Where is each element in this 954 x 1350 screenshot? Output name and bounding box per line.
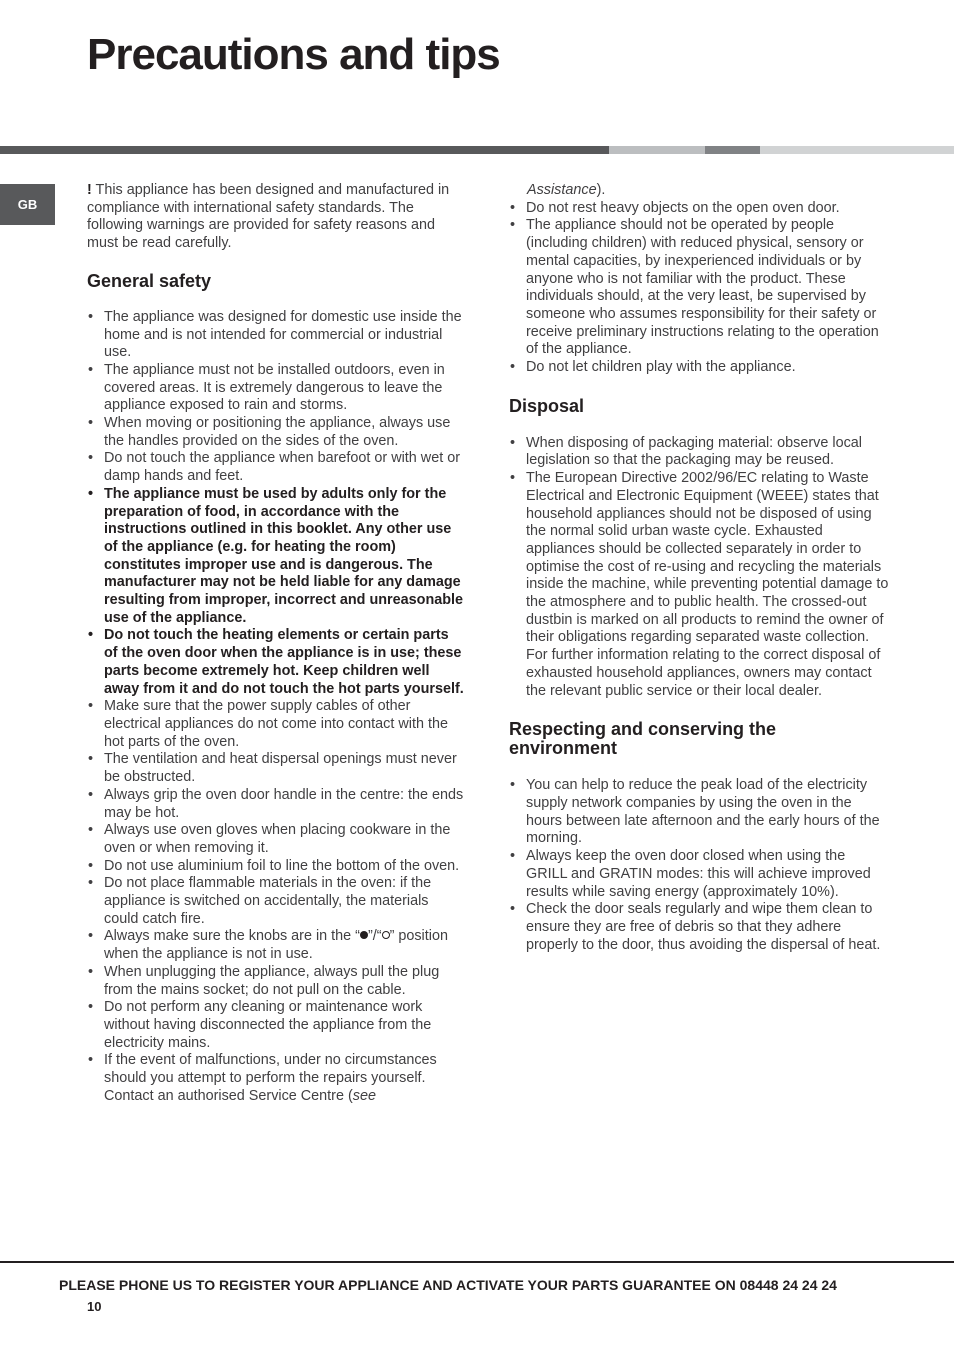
list-item: • Always grip the oven door handle in the centre: the ends may be hot. xyxy=(87,787,465,822)
list-item: • When unplugging the appliance, always pull the plug from the mains socket; do not pull on the cable. xyxy=(87,964,465,999)
knob-off-filled-icon xyxy=(360,931,368,939)
list-item: • The appliance should not be operated by people (including children) with reduced physical, sensory or mental capacities, by inexperienced individuals or by anyone who is not familiar with the product. These individuals should, at the very least, be supervised by someone who assumes responsibility for their safety or receive preliminary instructions relating to the operation of the appliance. xyxy=(509,217,889,359)
left-column xyxy=(87,182,465,1105)
footer-rule xyxy=(0,1261,954,1263)
header-band-light xyxy=(609,146,705,154)
list-item-bold: • The appliance must be used by adults only for the preparation of food, in accordance with the instructions outlined in this booklet. Any other use of the appliance (e.g. for heating the room) constitutes improper use and is dangerous. The manufacturer may not be held liable for any damage resulting from improper, incorrect and unreasonable use of the appliance. xyxy=(87,486,465,628)
list-item: • Always use oven gloves when placing cookware in the oven or when removing it. xyxy=(87,822,465,857)
list-item-bold: • Do not touch the heating elements or certain parts of the oven door when the appliance is in use; these parts become extremely hot. Keep children well away from it and do not touch the hot parts yourself. xyxy=(87,627,465,698)
header-band-pale xyxy=(760,146,954,154)
assistance-reference: Assistance xyxy=(527,182,597,198)
page-number: 10 xyxy=(87,1299,102,1314)
list-item: • The ventilation and heat dispersal openings must never be obstructed. xyxy=(87,751,465,786)
warning-mark: ! xyxy=(87,182,92,198)
knobs-text-after: ” position when the appliance is not in use. xyxy=(104,928,448,963)
list-item-malfunction xyxy=(87,1052,465,1105)
list-item: • When moving or positioning the appliance, always use the handles provided on the sides of the oven. xyxy=(87,415,465,450)
footer-registration-notice: PLEASE PHONE US TO REGISTER YOUR APPLIANCE AND ACTIVATE YOUR PARTS GUARANTEE ON 08448 24 24 24 xyxy=(59,1277,837,1293)
general-safety-list xyxy=(87,309,465,1106)
list-item: • Do not let children play with the appliance. xyxy=(509,359,889,377)
general-safety-heading: General safety xyxy=(87,270,212,291)
list-item: • Do not touch the appliance when barefoot or with wet or damp hands and feet. xyxy=(87,450,465,485)
intro-text: This appliance has been designed and manufactured in compliance with international safety standards. The following warnings are provided for safety reasons and must be read carefully. xyxy=(87,182,450,252)
list-item xyxy=(509,470,889,700)
disposal-heading: Disposal xyxy=(509,395,585,416)
knob-off-outline-icon xyxy=(382,931,390,939)
malfunction-text: If the event of malfunctions, under no circumstances should you attempt to perform the repairs yourself. Contact an authorised Service Centre ( xyxy=(104,1052,437,1104)
knobs-text-before: Always make sure the knobs are in the “ xyxy=(104,928,360,945)
list-item: • Do not place flammable materials in the oven: if the appliance is switched on accidentally, the materials could catch fire. xyxy=(87,875,465,928)
knobs-text-middle: ”/“ xyxy=(367,928,382,945)
list-item: • Do not use aluminium foil to line the bottom of the oven. xyxy=(87,858,465,876)
list-item: • Do not rest heavy objects on the open oven door. xyxy=(509,200,889,218)
list-item: • Check the door seals regularly and wipe them clean to ensure they are free of debris so that they adhere properly to the door, thus avoiding the dispersal of heat. xyxy=(509,901,889,954)
language-tab: GB xyxy=(0,184,55,225)
list-item: • Always keep the oven door closed when using the GRILL and GRATIN modes: this will achieve improved results while saving energy (approximately 10%). xyxy=(509,848,889,901)
list-item: • When disposing of packaging material: observe local legislation so that the packaging may be reused. xyxy=(509,435,889,470)
list-item: • Do not perform any cleaning or maintenance work without having disconnected the appliance from the electricity mains. xyxy=(87,999,465,1052)
list-item: • Make sure that the power supply cables of other electrical appliances do not come into contact with the hot parts of the oven. xyxy=(87,698,465,751)
right-column xyxy=(509,182,889,954)
weee-text: The European Directive 2002/96/EC relating to Waste Electrical and Electronic Equipment (WEEE) states that household appliances should not be disposed of using the normal solid urban waste cycle. Exhausted appliances should be collected separately in order to optimise the cost of re-using and recycling the materials inside the machine, while preventing potential damage to the atmosphere and to public health. The crossed-out dustbin is marked on all products to remind the owner of their obligations regarding separated waste collection. xyxy=(526,470,889,646)
more-safety-list xyxy=(509,200,889,377)
environment-list xyxy=(509,777,889,954)
disposal-list xyxy=(509,435,889,701)
list-item: • The appliance was designed for domestic use inside the home and is not intended for commercial or industrial use. xyxy=(87,309,465,362)
environment-heading: Respecting and conserving the environment xyxy=(509,719,777,759)
assistance-close: ). xyxy=(596,182,606,198)
header-band-dark xyxy=(0,146,609,154)
header-band-mid xyxy=(705,146,760,154)
disposal-extra: For further information relating to the correct disposal of exhausted household appliances, owners may contact the relevant public service or their local dealer. xyxy=(526,647,881,699)
see-text: see xyxy=(352,1087,376,1104)
list-item: • You can help to reduce the peak load of the electricity supply network companies by using the oven in the hours between late afternoon and the early hours of the morning. xyxy=(509,777,889,848)
list-item: • The appliance must not be installed outdoors, even in covered areas. It is extremely dangerous to leave the appliance exposed to rain and storms. xyxy=(87,362,465,415)
intro-paragraph xyxy=(87,182,465,253)
list-item-knobs xyxy=(87,928,465,963)
malfunction-continuation xyxy=(509,182,889,200)
page-title: Precautions and tips xyxy=(87,30,500,79)
